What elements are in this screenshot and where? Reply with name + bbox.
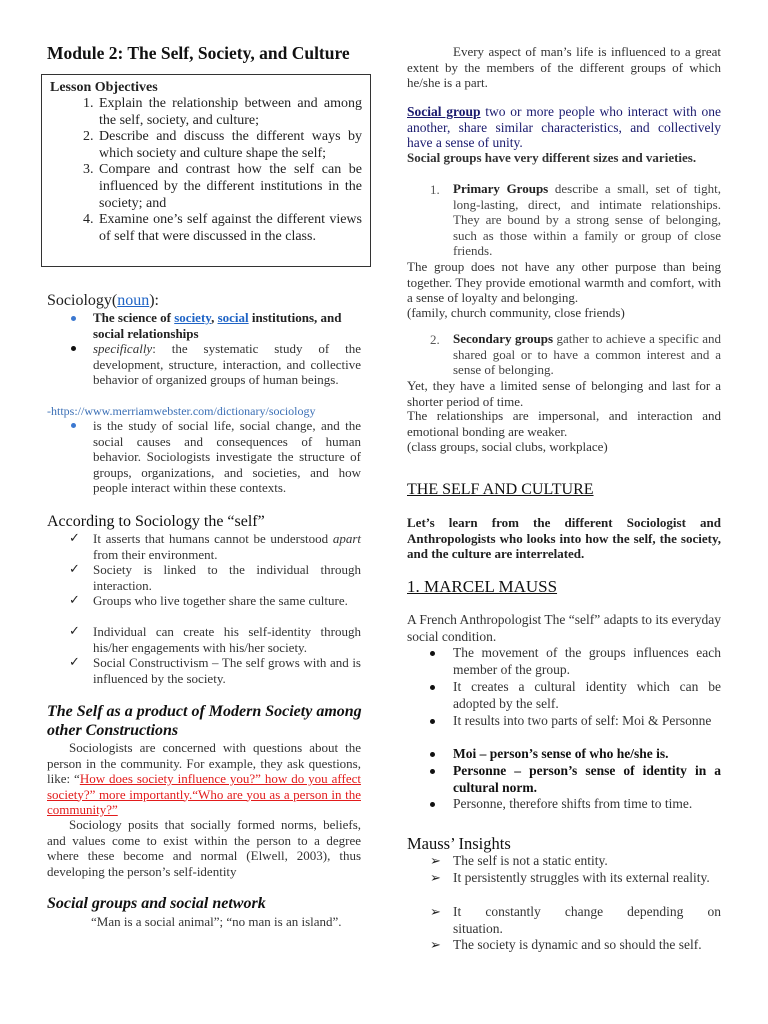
secondary-examples: (class groups, social clubs, workplace) [407,439,608,454]
arrow-icon: ➢ [430,853,441,868]
group-sizes-text: Social groups have very different sizes and varieties. [407,150,697,165]
mauss-intro: A French Anthropologist The “self” adapts to its everyday social condition. [407,612,721,644]
social-group-definition [407,104,721,151]
mauss-point: Personne, therefore shifts from time to time. [453,796,693,811]
primary-groups-def: describe a small, set of tight, long-lasting, direct, and intimate relationships. They are bound by a strong sense of belonging, such as those within a family or group of close friends. [453,181,721,258]
modern-paragraph-2: Sociology posits that socially formed norms, beliefs, and values come to exist within the person to a degree where these become and normal (Elwell, 2003), thus developing the person’s self-identity [47,817,361,879]
mauss-point-personne: Personne – person’s sense of identity in a cultural norm. [453,763,721,795]
primary-examples: (family, church community, close friends) [407,305,625,320]
intro-paragraph: Every aspect of man’s life is influenced to a great extent by the members of the different groups of which he/she is a part. [407,44,721,90]
self-item: Individual can create his self-identity through his/her engagements with his/her society. [93,624,361,655]
social-group-def: two or more people who interact with one another, share similar characteristics, and collectively have a sense of unity. [407,104,722,150]
arrow-icon: ➢ [430,937,441,952]
secondary-groups-def: gather to achieve a specific and shared goal or to have a common interest and a sense of belonging. [453,331,721,377]
sociology-definition-2 [93,341,361,388]
primary-groups-term: Primary Groups [453,181,549,196]
def2-text: : the systematic study of the development, structure, interaction, and collective behavior of organized groups of human beings. [93,341,361,387]
def1-comma: , [211,310,218,325]
check-icon: ✓ [69,561,80,576]
primary-extra: The group does not have any other purpose than being together. They provide emotional warmth and comfort, with a sense of loyalty and belonging. [407,259,721,305]
objectives-box [41,74,371,267]
secondary-extra-1: Yet, they have a limited sense of belonging and last for a shorter period of time. [407,378,721,409]
self-culture-intro: Let’s learn from the different Sociologist and Anthropologists who looks into how the self, the society, and the culture are interrelated. [407,515,721,561]
bullet-dot [430,685,435,690]
social-link[interactable]: social [217,310,249,325]
modern-paragraph-1 [47,740,361,818]
objective-item: 2. Describe and discuss the different ways by which society and culture shape the self; [97,129,362,162]
self-item: Groups who live together share the same culture. [93,593,348,608]
objective-item: 4. Examine one’s self against the different views of self that were discussed in the class. [97,212,362,245]
check-icon: ✓ [69,592,80,607]
bullet-dot [430,651,435,656]
bullet-dot [71,346,76,351]
insight-item: It persistently struggles with its external reality. [453,870,710,885]
red-questions: How does society influence you?” how do you affect society?” more importantly.“Who are you as a person in the community?” [47,771,361,817]
p1-text: Sociologists are concerned with questions about the person in the community. For example, they ask questions, like: “ [47,740,361,786]
objective-item: 3. Compare and contrast how the self can be influenced by the different institutions in the society; and [97,162,362,212]
sociology-close: ): [149,292,159,309]
insight-item: It constantly change depending on situation. [453,904,721,936]
bullet-dot [71,316,76,321]
society-link[interactable]: society [174,310,212,325]
sociology-definition-1 [93,310,361,341]
insight-item: The society is dynamic and so should the self. [453,937,702,952]
def1-pre: The science of [93,310,175,325]
mauss-point: It results into two parts of self: Moi & Personne [453,713,712,728]
secondary-groups-term: Secondary groups [453,331,554,346]
objective-item: 1. Explain the relationship between and among the self, society, and culture; [97,96,362,129]
self-item: Social Constructivism – The self grows with and is influenced by the society. [93,655,361,686]
def1-post: institutions, and social relationships [93,310,342,341]
mauss-point-moi: Moi – person’s sense of who he/she is. [453,746,669,761]
social-group-term: Social group [407,104,481,119]
arrow-icon: ➢ [430,904,441,919]
objectives-list [50,96,362,245]
bullet-dot [430,719,435,724]
mauss-heading: 1. MARCEL MAUSS [407,577,558,596]
sociology-word: Sociology( [47,292,118,309]
bullet-dot [430,769,435,774]
sociology-definition-3: is the study of social life, social change, and the social causes and consequences of human behavior. Sociologists investigate the structure of groups, organizations, and societies, and how people interact within these contexts. [93,418,361,495]
noun-link[interactable]: noun [117,292,150,309]
objectives-heading: Lesson Objectives [50,80,158,95]
self-culture-heading: THE SELF AND CULTURE [407,481,594,498]
bullet-dot [430,802,435,807]
groups-heading: Social groups and social network [47,895,266,912]
self-item: Society is linked to the individual through interaction. [93,562,361,593]
check-icon: ✓ [69,530,80,545]
insight-item: The self is not a static entity. [453,853,608,868]
list-number: 2. [430,332,440,347]
check-icon: ✓ [69,654,80,669]
sociology-heading [47,292,159,310]
secondary-groups-text [453,331,721,378]
bullet-dot [430,752,435,757]
mauss-point: The movement of the groups influences each member of the group. [453,645,721,677]
groups-quote: “Man is a social animal”; “no man is an island”. [91,914,342,929]
bullet-dot [71,423,76,428]
primary-groups-text [453,181,721,259]
arrow-icon: ➢ [430,870,441,885]
module-title: Module 2: The Self, Society, and Culture [47,43,350,63]
secondary-extra-2: The relationships are impersonal, and interaction and emotional bonding are weaker. [407,408,721,439]
self-item: It asserts that humans cannot be understood apart from their environment. [93,531,361,562]
source-url[interactable]: -https://www.merriamwebster.com/dictionary/sociology [47,404,316,418]
check-icon: ✓ [69,623,80,638]
modern-heading: The Self as a product of Modern Society among other Constructions [47,703,362,739]
insights-heading: Mauss’ Insights [407,834,511,853]
list-number: 1. [430,182,440,197]
def2-label: specifically [93,341,153,356]
self-heading: According to Sociology the “self” [47,513,265,530]
mauss-point: It creates a cultural identity which can be adopted by the self. [453,679,721,711]
